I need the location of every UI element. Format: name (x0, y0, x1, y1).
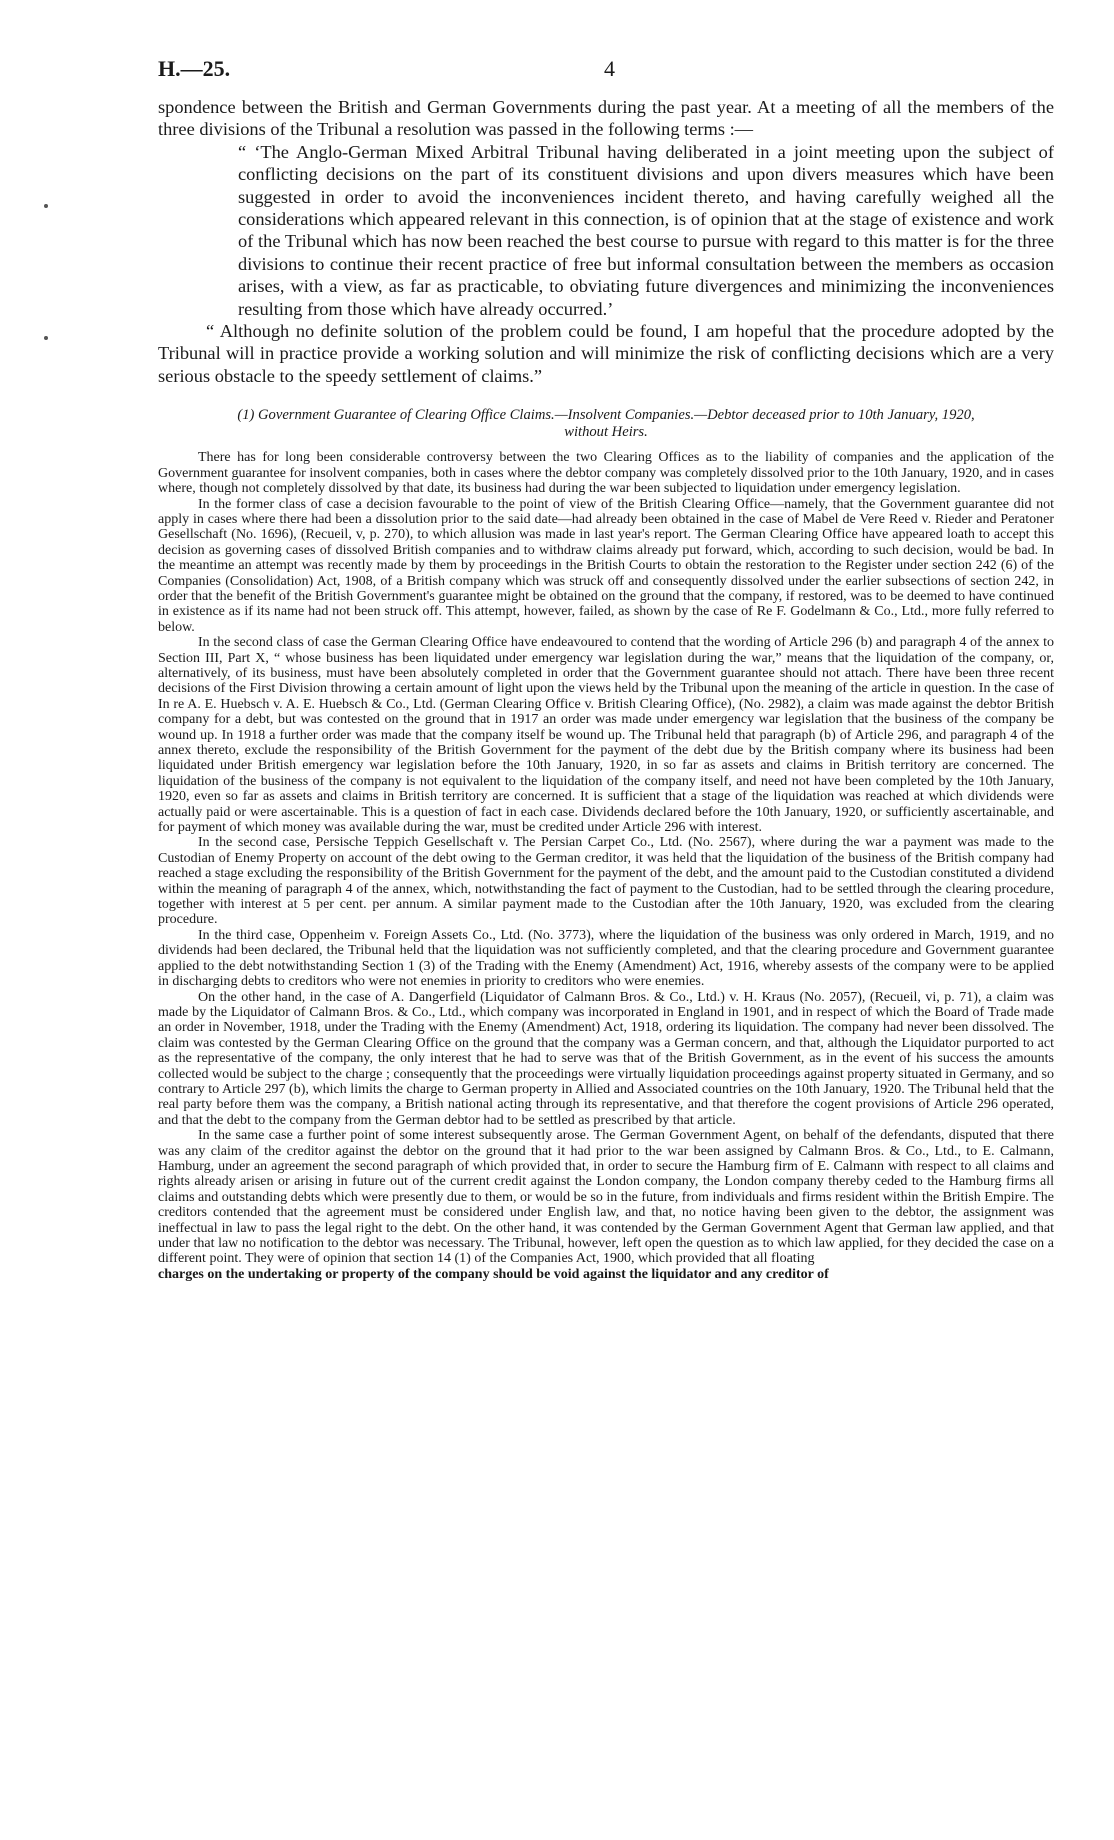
body-paragraph: In the same case a further point of some interest subsequently arose. The German Government Agent, on behalf of the defendants, disputed that there was any claim of the creditor against the debtor on the ground that it had prior to the war been assigned by Calmann Bros. & Co., Ltd., to E. Calmann, Hamburg, under an agreement the second paragraph of which provided that, in order to secure the Hamburg firm of E. Calmann with respect to all claims and rights already arisen or arising in future out of the current credit against the London company, the London company thereby ceded to the Hamburg firms all claims and outstanding debts which were presently due to them, or would be so in the future, from individuals and firms resident within the British Empire. The creditors contended that the agreement must be considered under English law, and that, no notice having been given to the debtor, the assignment was ineffectual in law to pass the legal right to the debt. On the other hand, it was contended by the German Government Agent that German law applied, and that under that law no notification to the debtor was necessary. The Tribunal, however, left open the question as to which law applied, for they decided the case on a different point. They were of opinion that section 14 (1) of the Companies Act, 1900, which provided that all floating (158, 1128, 1054, 1267)
closing-paragraph: “ Although no definite solution of the problem could be found, I am hopeful that the procedure adopted by the Tribunal will in practice provide a working solution and will minimize the risk of conflicting decisions which are a very serious obstacle to the speedy settlement of claims.” (158, 321, 1054, 386)
resolution-quote: “ ‘The Anglo-German Mixed Arbitral Tribunal having deliberated in a joint meeting upon the subject of conflicting decisions on the part of its constituent divisions and upon divers measures which have been suggested in order to avoid the inconveniences incident thereto, and having carefully weighed all the considerations which appeared relevant in this connection, is of opinion that at the stage of existence and work of the Tribunal which has now been reached the best course to pursue with regard to this matter is for the three divisions to continue their recent practice of free but informal consultation between the members as occasion arises, with a view, as far as practicable, to obviating future divergences and minimizing the inconveniences resulting from those which have already occurred.’ (238, 141, 1054, 319)
body-paragraph: On the other hand, in the case of A. Dangerfield (Liquidator of Calmann Bros. & Co., Ltd.) v. H. Kraus (No. 2057), (Recueil, vi, p. 71), a claim was made by the Liquidator of Calmann Bros. & Co., Ltd., which company was incorporated in England in 1901, and in respect of which the Board of Trade made an order in November, 1918, under the Trading with the Enemy (Amendment) Act, 1918, ordering its liquidation. The company had never been dissolved. The claim was contested by the German Clearing Office on the ground that the company was a German concern, and that, although the Liquidator purported to act as the representative of the company, the only interest that he had to serve was that of the British Government, as in the event of his success the amounts collected would be subject to the charge ; consequently that the proceedings were virtually liquidation proceedings against property situated in Germany, and so contrary to Article 297 (b), which limits the charge to German property in Allied and Associated countries on the 10th January, 1920. The Tribunal held that the real party before them was the company, a British national acting through its representative, and that therefore the cogent provisions of Article 296 operated, and that the debt to the company from the German debtor had to be settled as prescribed by that article. (158, 989, 1054, 1128)
final-line: charges on the undertaking or property of the company should be void against the liquidator and any creditor of (158, 1266, 829, 1282)
body-paragraph: In the second case, Persische Teppich Gesellschaft v. The Persian Carpet Co., Ltd. (No. 2567), where during the war a payment was made to the Custodian of Enemy Property on account of the debt owing to the German creditor, it was held that the liquidation of the business of the British company had reached a stage excluding the responsibility of the British Government for the payment of the debt, and the amount paid to the Custodian constituted a dividend within the meaning of paragraph 4 of the annex, which, notwithstanding the fact of payment to the Custodian, had to be settled through the clearing procedure, together with interest at 5 per cent. per annum. A similar payment made to the Custodian after the 10th January, 1920, was excluded from the clearing procedure. (158, 835, 1054, 928)
body-paragraph: In the third case, Oppenheim v. Foreign Assets Co., Ltd. (No. 3773), where the liquidation of the business was only ordered in March, 1919, and no dividends had been declared, the Tribunal held that the liquidation was not sufficiently completed, and that the clearing procedure and Government guarantee applied to the debt notwithstanding Section 1 (3) of the Trading with the Enemy (Amendment) Act, 1916, whereby assests of the company were to be applied in discharging debts to creditors who were not enemies in priority to creditors who were enemies. (158, 927, 1054, 990)
section-body (158, 450, 1054, 1282)
scan-speck (44, 336, 48, 340)
body-paragraph: There has for long been considerable controversy between the two Clearing Offices as to the liability of companies and the application of the Government guarantee for insolvent companies, both in cases where the debtor company was completely dissolved prior to the 10th January, 1920, and in cases where, though not completely dissolved by that date, its business had during the war been subjected to liquidation under emergency legislation. (158, 450, 1054, 497)
scan-speck (44, 204, 48, 208)
document-reference: H.—25. (158, 56, 231, 81)
body-paragraph: In the former class of case a decision favourable to the point of view of the British Clearing Office—namely, that the Government guarantee did not apply in cases where there had been a dissolution prior to the said date—had already been obtained in the case of Mabel de Vere Reed v. Rieder and Peratoner Gesellschaft (No. 1696), (Recueil, v, p. 270), to which allusion was made in last year's report. The German Clearing Office have appeared loath to accept this decision as governing cases of dissolved British companies and to withdraw claims already put forward, which, according to such decision, would be bad. In the meantime an attempt was recently made by them by proceedings in the British Courts to obtain the restoration to the Register under section 242 (6) of the Companies (Consolidation) Act, 1908, of a British company which was struck off and consequently dissolved under the earlier subsections of section 242, in order that the benefit of the British Government's guarantee might be obtained on the ground that the company, if restored, was to be deemed to have continued in existence as if its name had not been struck off. This attempt, however, failed, as shown by the case of Re F. Godelmann & Co., Ltd., more fully referred to below. (158, 496, 1054, 635)
intro-block (158, 96, 1054, 387)
intro-paragraph: spondence between the British and German Governments during the past year. At a meeting of all the members of the three divisions of the Tribunal a resolution was passed in the following terms :— (158, 97, 1054, 140)
section-heading: (1) Government Guarantee of Clearing Office Claims.—Insolvent Companies.—Debtor deceased prior to 10th January, 1920, without Heirs. (237, 407, 975, 440)
page-header (158, 56, 1054, 96)
body-paragraph: In the second class of case the German Clearing Office have endeavoured to contend that the wording of Article 296 (b) and paragraph 4 of the annex to Section III, Part X, “ whose business has been liquidated under emergency war legislation during the war,” means that the liquidation of the company, or, alternatively, of its business, must have been absolutely completed in order that the Government guarantee should not attach. There have been three recent decisions of the First Division throwing a certain amount of light upon the views held by the Tribunal upon the meaning of the article in question. In the case of In re A. E. Huebsch v. A. E. Huebsch & Co., Ltd. (German Clearing Office v. British Clearing Office), (No. 2982), a claim was made against the debtor British company for a debt, but was contested on the ground that in 1917 an order was made under emergency war legislation that the business of the company be wound up. In 1918 a further order was made that the company itself be wound up. The Tribunal held that paragraph (b) of Article 296, and paragraph 4 of the annex thereto, exclude the responsibility of the British Government for the payment of the debt due by the British company where its business had been liquidated under British emergency war legislation before the 10th January, 1920, in so far as assets and claims in British territory are concerned. The liquidation of the business of the company is not equivalent to the liquidation of the company itself, and need not have been completed by the 10th January, 1920, even so far as assets and claims in British territory are concerned. It is sufficient that a stage of the liquidation was reached at which dividends were actually paid or were ascertainable. This is a question of fact in each case. Dividends declared before the 10th January, 1920, or sufficiently ascertainable, and for payment of which money was available during the war, must be credited under Article 296 with interest. (158, 635, 1054, 836)
document-page (158, 56, 1054, 1282)
page-number: 4 (604, 56, 615, 81)
